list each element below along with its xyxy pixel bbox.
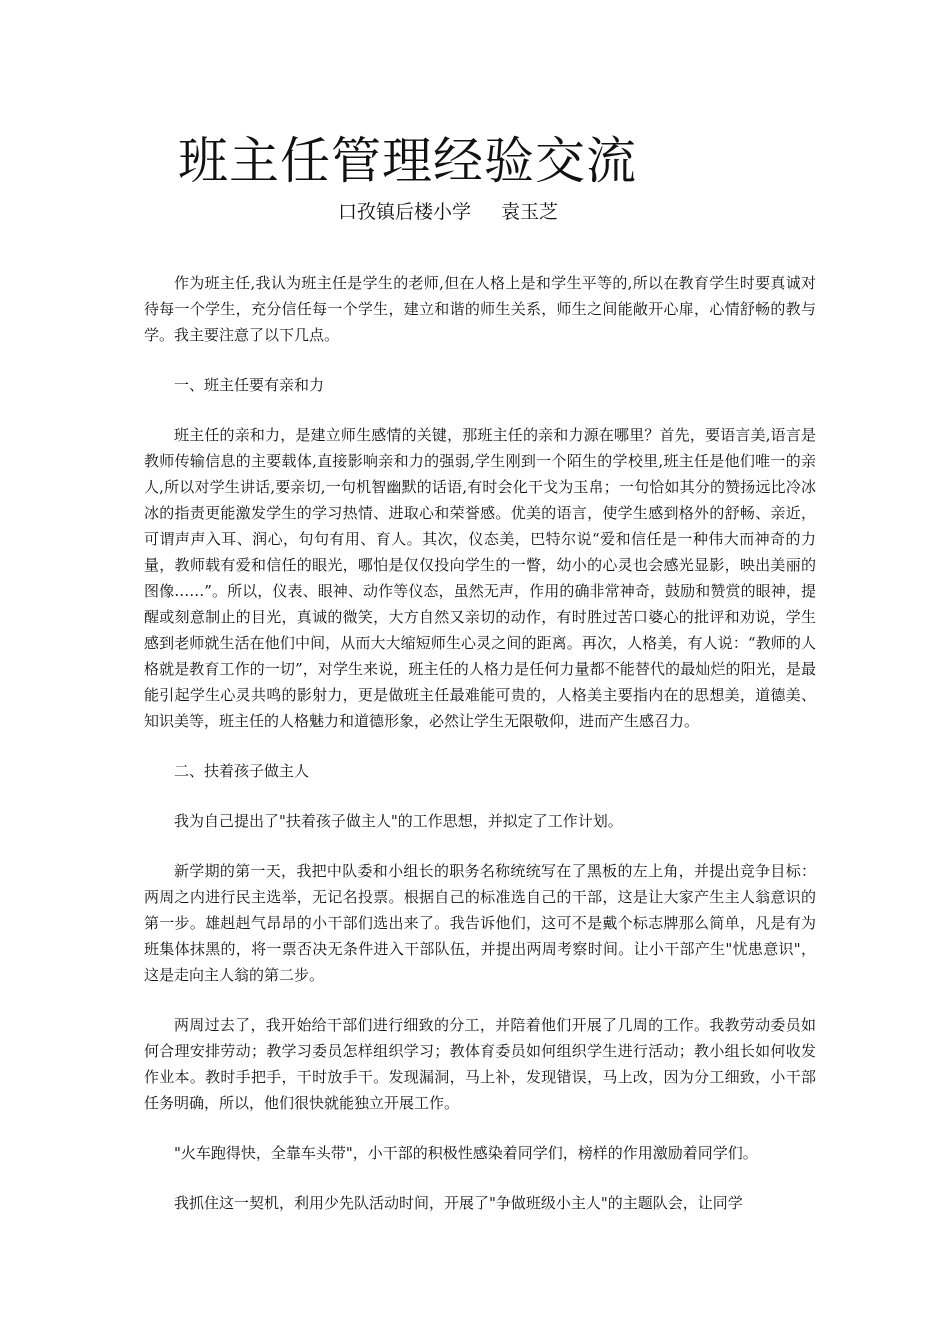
paragraph-two-weeks: 两周过去了，我开始给干部们进行细致的分工，并陪着他们开展了几周的工作。我教劳动委员如何合理安排劳动；教学习委员怎样组织学习；教体育委员如何组织学生进行活动；教小组长如何收发作业本。教时手把手，干时放手干。发现漏洞，马上补，发现错误，马上改，因为分工细致，小干部任务明确，所以，他们很快就能独立开展工作。 <box>144 1016 816 1112</box>
paragraph-theme-meeting: 我抓住这一契机，利用少先队活动时间，开展了"争做班级小主人"的主题队会，让同学 <box>174 1194 743 1212</box>
section-heading-1: 一、班主任要有亲和力 <box>174 376 325 394</box>
paragraph-intro: 作为班主任,我认为班主任是学生的老师,但在人格上是和学生平等的,所以在教育学生时要真诚对待每一个学生，充分信任每一个学生，建立和谐的师生关系，师生之间能敞开心扉，心情舒畅的教与学。我主要注意了以下几点。 <box>144 274 816 344</box>
author-name: 袁玉芝 <box>501 201 559 223</box>
document-body <box>144 270 816 1240</box>
paragraph-train-saying: "火车跑得快，全靠车头带"，小干部的积极性感染着同学们，榜样的作用激励着同学们。 <box>174 1144 758 1162</box>
paragraph-affinity: 班主任的亲和力，是建立师生感情的关键，那班主任的亲和力源在哪里？首先，要语言美,语言是教师传输信息的主要载体,直接影响亲和力的强弱,学生刚到一个陌生的学校里,班主任是他们唯一的亲人,所以对学生讲话,要亲切,一句机智幽默的话语,有时会化干戈为玉帛；一句恰如其分的赞扬远比冷冰冰的指责更能激发学生的学习热情、进取心和荣誉感。优美的语言，使学生感到格外的舒畅、亲近，可谓声声入耳、润心，句句有用、育人。其次，仪态美，巴特尔说“爱和信任是一种伟大而神奇的力量，教师载有爱和信任的眼光，哪怕是仅仅投向学生的一瞥，幼小的心灵也会感光显影，映出美丽的图像……”。所以，仪表、眼神、动作等仪态，虽然无声，作用的确非常神奇，鼓励和赞赏的眼神，提醒或刻意制止的目光，真诚的微笑，大方自然又亲切的动作，有时胜过苦口婆心的批评和劝说，学生感到老师就生活在他们中间，从而大大缩短师生心灵之间的距离。再次，人格美，有人说：“教师的人格就是教育工作的一切”，对学生来说，班主任的人格力是任何力量都不能替代的最灿烂的阳光，是最能引起学生心灵共鸣的影射力，更是做班主任最难能可贵的，人格美主要指内在的思想美，道德美、知识美等，班主任的人格魅力和道德形象，必然让学生无限敬仰，进而产生感召力。 <box>144 426 816 730</box>
paragraph-work-plan: 我为自己提出了"扶着孩子做主人"的工作思想，并拟定了工作计划。 <box>174 812 623 830</box>
paragraph-first-day: 新学期的第一天，我把中队委和小组长的职务名称统统写在了黑板的左上角，并提出竞争目标：两周之内进行民主选举，无记名投票。根据自己的标准选自己的干部，这是让大家产生主人翁意识的第一步。雄赳赳气昂昂的小干部们选出来了。我告诉他们，这可不是戴个标志牌那么简单，凡是有为班集体抹黑的，将一票否决无条件进入干部队伍，并提出两周考察时间。让小干部产生"忧患意识"，这是走向主人翁的第二步。 <box>144 862 816 984</box>
school-name: 口孜镇后楼小学 <box>338 201 472 223</box>
byline <box>338 197 558 227</box>
document-title: 班主任管理经验交流 <box>178 132 637 190</box>
section-heading-2: 二、扶着孩子做主人 <box>174 762 310 780</box>
